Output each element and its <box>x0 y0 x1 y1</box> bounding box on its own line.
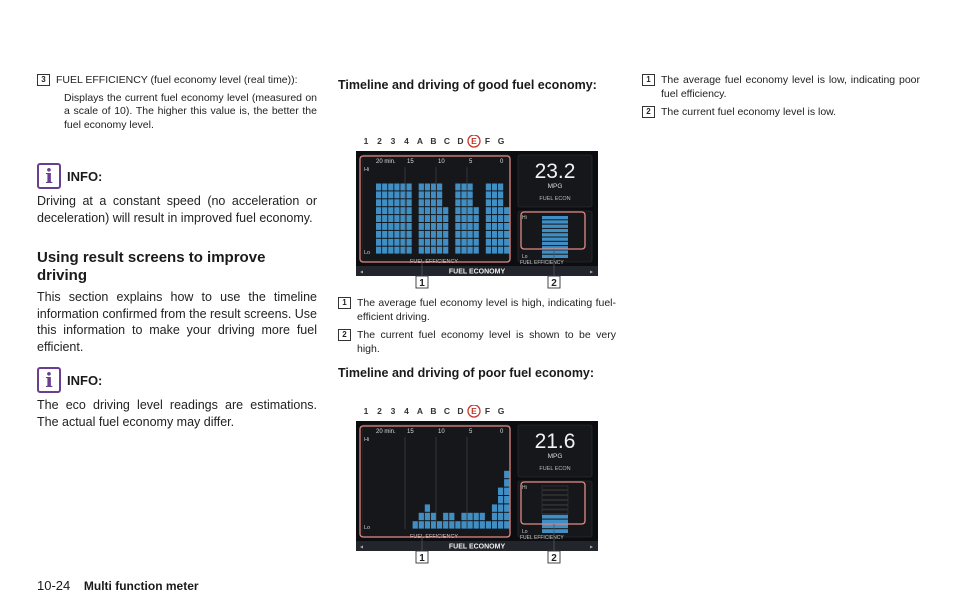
callout-1-label: 1 <box>419 278 425 289</box>
hi-label: Hi <box>522 215 527 221</box>
timeline-bar <box>376 184 381 254</box>
timeline-bar <box>504 471 509 529</box>
tab-f: F <box>484 136 491 146</box>
item-title: FUEL EFFICIENCY (fuel economy level (real time)): <box>56 74 298 86</box>
tab-b: B <box>430 406 437 416</box>
timeline-bar <box>388 184 393 254</box>
item-number: 2 <box>642 106 655 118</box>
mpg-value: 21.6 <box>534 430 576 453</box>
info-block-2 <box>37 367 317 430</box>
lo-label: Lo <box>364 250 371 256</box>
screen-title: FUEL ECONOMY <box>448 543 506 551</box>
item-fuel-efficiency <box>37 74 317 132</box>
section-name: Multi function meter <box>83 579 199 593</box>
item-number: 1 <box>642 74 655 86</box>
tab-a: A <box>416 406 424 416</box>
timeline-bar <box>492 184 497 254</box>
tab-g: G <box>497 406 505 416</box>
timeline-label: 0 <box>500 429 504 435</box>
item-text: The average fuel economy level is low, indicating poor fuel efficiency. <box>661 74 920 100</box>
hi-label: Hi <box>364 167 370 173</box>
section-block <box>37 249 317 355</box>
tab-2: 2 <box>377 136 382 146</box>
poor-economy-heading: Timeline and driving of poor fuel economy: <box>338 366 595 380</box>
tab-b: B <box>430 136 437 146</box>
tab-e: E <box>471 136 477 146</box>
good-economy-list <box>338 297 616 356</box>
fuel-econ-label: FUEL ECON <box>539 466 571 472</box>
timeline-label: 20 min. <box>376 429 396 435</box>
tab-3: 3 <box>390 406 396 416</box>
section-heading: Using result screens to improve driving <box>37 249 266 284</box>
info-text: Driving at a constant speed (no acceleration or deceleration) will result in improved fuel economy. <box>37 194 317 225</box>
good-economy-screen <box>356 135 598 290</box>
poor-economy-screen <box>356 405 598 565</box>
timeline-label: 15 <box>407 429 414 435</box>
tab-4: 4 <box>404 406 409 416</box>
hi-label: Hi <box>364 437 370 443</box>
info-icon: i <box>37 163 61 189</box>
lo-label: Lo <box>364 525 371 531</box>
tab-4: 4 <box>404 136 409 146</box>
timeline-bar <box>437 184 442 254</box>
hi-label: Hi <box>522 485 527 491</box>
fuel-efficiency-label: FUEL EFFICIENCY <box>520 535 564 541</box>
tab-a: A <box>416 136 424 146</box>
timeline-bar <box>455 521 460 528</box>
list-item <box>642 106 920 120</box>
timeline-bar <box>431 184 436 254</box>
screen-svg <box>356 405 598 565</box>
timeline-bar <box>394 184 399 254</box>
timeline-bar <box>382 184 387 254</box>
tab-1: 1 <box>363 406 369 416</box>
timeline-bar <box>413 521 418 528</box>
timeline-bar <box>486 521 491 528</box>
fuel-efficiency-label: FUEL EFFICIENCY <box>410 259 459 265</box>
section-paragraph: This section explains how to use the timeline information confirmed from the result screens. Use this information to make your driving more fuel efficient. <box>37 290 317 354</box>
callout-2-label: 2 <box>551 278 557 289</box>
tab-g: G <box>497 136 505 146</box>
good-economy-heading: Timeline and driving of good fuel economy: <box>338 78 597 92</box>
fuel-efficiency-label: FUEL EFFICIENCY <box>410 534 459 540</box>
timeline-label: 10 <box>438 159 445 165</box>
timeline-label: 15 <box>407 159 414 165</box>
scroll-left-icon: ◂ <box>360 269 364 276</box>
mpg-unit: MPG <box>547 183 563 190</box>
list-item <box>338 329 616 356</box>
tab-1: 1 <box>363 136 369 146</box>
mpg-unit: MPG <box>547 453 563 460</box>
lo-label: Lo <box>522 254 528 260</box>
timeline-bar <box>419 184 424 254</box>
timeline-label: 5 <box>469 429 473 435</box>
timeline-bar <box>486 184 491 254</box>
fuel-econ-label: FUEL ECON <box>539 196 571 202</box>
tab-f: F <box>484 406 491 416</box>
tab-3: 3 <box>390 136 396 146</box>
list-item <box>338 297 616 324</box>
page-number: 10-24 <box>37 578 71 593</box>
info-icon: i <box>37 367 61 393</box>
item-text: The current fuel economy level is shown to be very high. <box>357 329 616 355</box>
screen-svg <box>356 135 598 290</box>
list-item <box>642 74 920 101</box>
lo-label: Lo <box>522 529 528 535</box>
timeline-bar <box>461 184 466 254</box>
callout-2-label: 2 <box>551 553 557 564</box>
tab-d: D <box>457 406 464 416</box>
item-number: 1 <box>338 297 351 309</box>
fuel-efficiency-label: FUEL EFFICIENCY <box>520 260 564 266</box>
timeline-bar <box>425 504 430 528</box>
scroll-right-icon: ▸ <box>590 544 594 551</box>
screen-title: FUEL ECONOMY <box>448 268 506 276</box>
timeline-label: 20 min. <box>376 159 396 165</box>
tab-e: E <box>471 406 477 416</box>
item-text: The average fuel economy level is high, indicating fuel-efficient driving. <box>357 297 616 323</box>
tab-c: C <box>443 406 451 416</box>
info-block-1 <box>37 163 317 226</box>
item-description: Displays the current fuel economy level (measured on a scale of 10). The higher this value is, the better the fuel economy level. <box>64 91 317 131</box>
timeline-bar <box>492 504 497 528</box>
item-number: 2 <box>338 329 351 341</box>
timeline-bar <box>498 184 503 254</box>
timeline-label: 10 <box>438 429 445 435</box>
tab-c: C <box>443 136 451 146</box>
callout-1-label: 1 <box>419 553 425 564</box>
item-number-3: 3 <box>37 74 50 86</box>
timeline-bar <box>437 521 442 528</box>
timeline-bar <box>407 184 412 254</box>
tab-2: 2 <box>377 406 382 416</box>
info-label: INFO: <box>67 372 103 388</box>
info-text: The eco driving level readings are estimations. The actual fuel economy may differ. <box>37 398 317 429</box>
scroll-right-icon: ▸ <box>590 269 594 276</box>
timeline-label: 0 <box>500 159 504 165</box>
scroll-left-icon: ◂ <box>360 544 364 551</box>
timeline-bar <box>425 184 430 254</box>
tab-d: D <box>457 136 464 146</box>
timeline-bar <box>468 184 473 254</box>
timeline-bar <box>455 184 460 254</box>
timeline-bar <box>498 488 503 529</box>
item-text: The current fuel economy level is low. <box>661 106 837 118</box>
timeline-label: 5 <box>469 159 473 165</box>
poor-economy-list <box>642 74 920 120</box>
page-footer <box>37 578 199 593</box>
info-label: INFO: <box>67 168 103 184</box>
mpg-value: 23.2 <box>534 160 576 183</box>
